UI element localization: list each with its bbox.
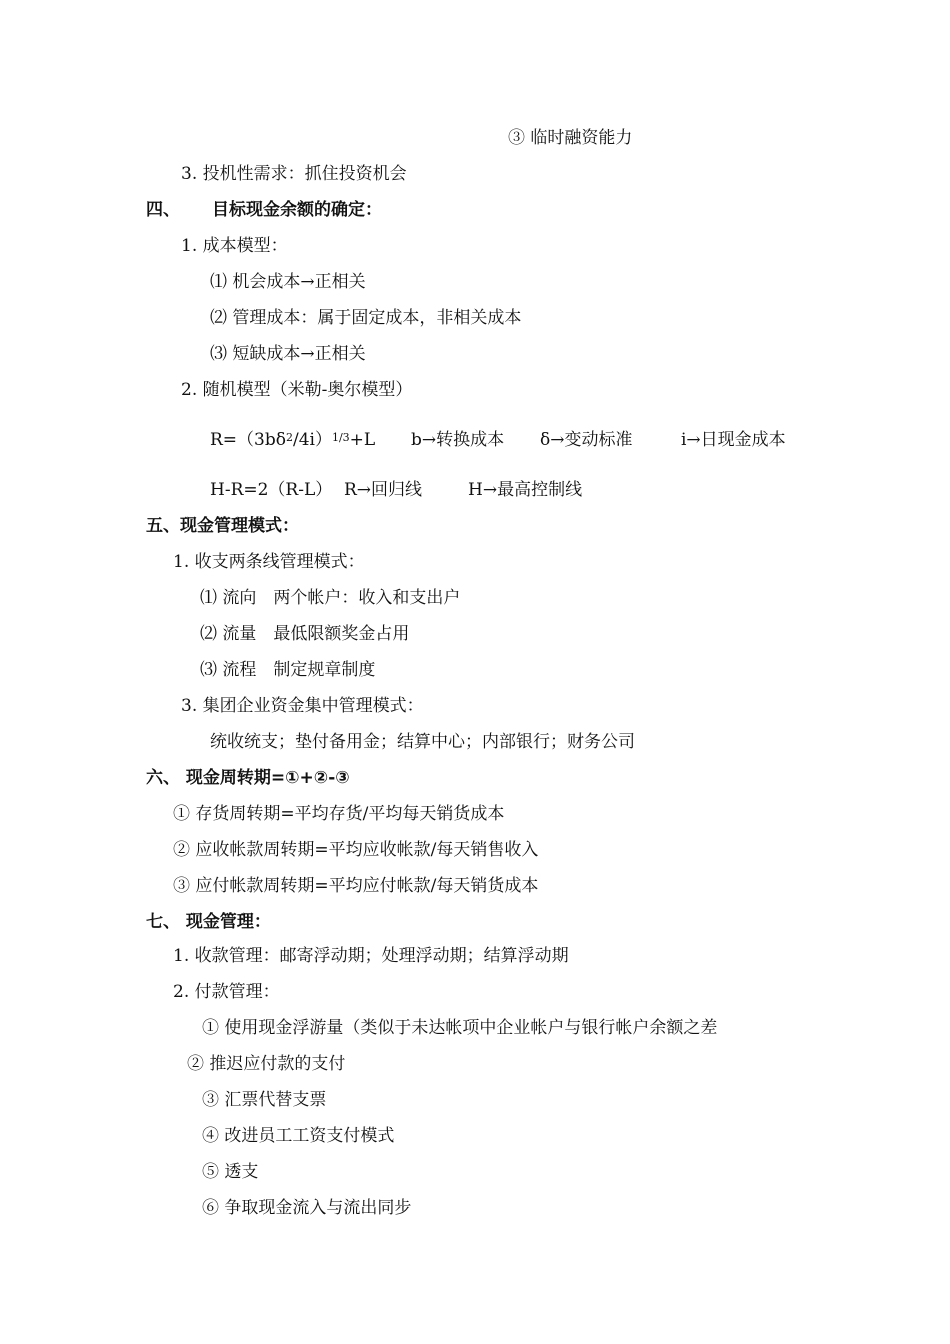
formula-note: δ→变动标准: [540, 430, 633, 450]
formula-note: H→最高控制线: [468, 480, 583, 500]
section-heading: 目标现金余额的确定：: [212, 200, 382, 220]
section-heading: 七、 现金管理：: [146, 912, 271, 932]
section-number: 四、: [146, 200, 180, 220]
list-item: ⑥ 争取现金流入与流出同步: [202, 1198, 412, 1218]
list-item: 3. 投机性需求：抓住投资机会: [181, 164, 407, 184]
list-item: ① 存货周转期=平均存货/平均每天销货成本: [173, 804, 505, 824]
formula-note: b→转换成本: [411, 430, 505, 450]
formula-text: /4i）: [292, 430, 332, 450]
list-item: ⑵ 流量 最低限额奖金占用: [200, 624, 410, 644]
list-item: ⑤ 透支: [202, 1162, 259, 1182]
formula-text: +L: [349, 430, 376, 450]
formula-line: H-R=2（R-L）: [210, 480, 333, 500]
list-item: 1. 成本模型：: [181, 236, 288, 256]
list-item: ② 应收帐款周转期=平均应收帐款/每天销售收入: [173, 840, 539, 860]
formula-superscript: 1/3: [331, 431, 350, 444]
list-item: ② 推迟应付款的支付: [187, 1054, 346, 1074]
list-item: ⑶ 流程 制定规章制度: [200, 660, 376, 680]
section-heading: 五、现金管理模式：: [146, 516, 299, 536]
formula-note: R→回归线: [344, 480, 423, 500]
list-item: 1. 收款管理：邮寄浮动期；处理浮动期；结算浮动期: [173, 946, 569, 966]
section-heading: 六、 现金周转期=①+②-③: [146, 768, 350, 788]
list-item: ③ 临时融资能力: [508, 128, 633, 148]
list-item: 2. 付款管理：: [173, 982, 280, 1002]
list-item: 2. 随机模型（米勒-奥尔模型）: [181, 380, 413, 400]
formula-superscript: 2: [285, 431, 293, 444]
formula-text: R=（3bδ: [210, 430, 286, 450]
list-item: ① 使用现金浮游量（类似于未达帐项中企业帐户与银行帐户余额之差: [202, 1018, 718, 1038]
list-item: ③ 应付帐款周转期=平均应付帐款/每天销货成本: [173, 876, 539, 896]
list-item: 3. 集团企业资金集中管理模式：: [181, 696, 424, 716]
list-item: ⑵ 管理成本：属于固定成本，非相关成本: [210, 308, 522, 328]
formula-line: [210, 429, 375, 451]
list-item: 1. 收支两条线管理模式：: [173, 552, 365, 572]
formula-note: i→日现金成本: [681, 430, 786, 450]
list-item: 统收统支；垫付备用金；结算中心；内部银行；财务公司: [210, 732, 635, 752]
list-item: ⑴ 流向 两个帐户：收入和支出户: [200, 588, 461, 608]
list-item: ③ 汇票代替支票: [202, 1090, 327, 1110]
list-item: ⑶ 短缺成本→正相关: [210, 344, 366, 364]
list-item: ⑴ 机会成本→正相关: [210, 272, 366, 292]
list-item: ④ 改进员工工资支付模式: [202, 1126, 395, 1146]
